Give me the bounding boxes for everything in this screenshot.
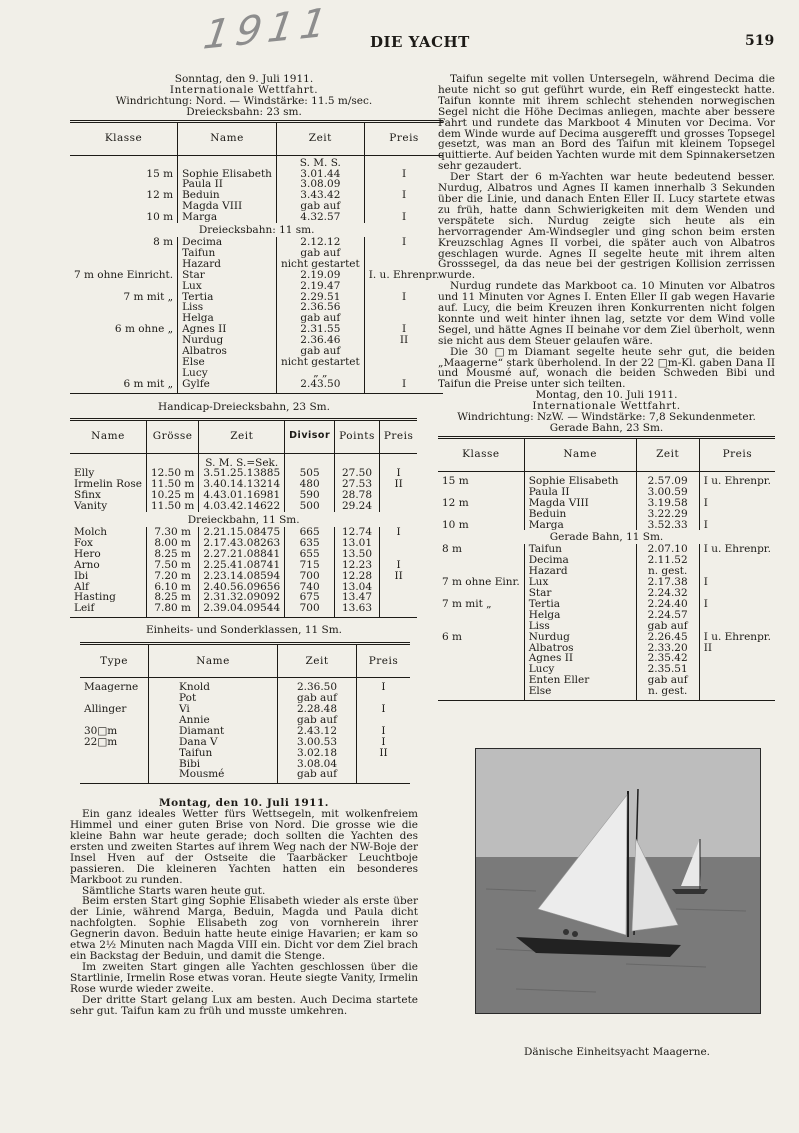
left-column [70,73,440,1017]
paragraph: Beim ersten Start ging Sophie Elisabeth wieder als erste über der Linie, während Marga, Beduin, Magda und Paula dicht nachfolgten. Sophie Elisabeth zog von vornherein ihrer Gegnerin davon. Beduin hatte heute einige Havarien; er kam so etwa 2½ Minuten nach Magda VIII ein. Dicht vor dem Ziel brach ein Backstag der Beduin, und damit die Stenge. [70,895,418,962]
results-table-9-july [70,120,443,394]
subheader: S. M. S. [276,155,364,168]
table-row: 7 m ohne Einricht. Star 2.19.09 I. u. Ehrenpr. [70,270,443,281]
wind-info: Windrichtung: Nord. — Windstärke: 11.5 m/sec. [115,94,373,107]
table-row: Beduin 3.22.29 [438,509,775,520]
column-header-klasse: Klasse [438,437,524,471]
column-header-preis: Preis [699,437,775,471]
table-row: Ibi 7.20 m 2.23.14.08594 700 12.28 II [70,571,417,582]
table-row: 10 m Marga 3.52.33 I [438,520,775,531]
handicap-results-table [70,418,417,619]
table-row: Pot gab auf [80,693,410,704]
sailboat-illustration [476,749,760,1013]
race-event-heading: Internationale Wettfahrt. [532,400,681,413]
running-title: DIE YACHT [370,33,470,51]
table-row: Lucy 2.35.51 [438,664,775,675]
column-header-preis: Preis [379,419,417,453]
course-info: Gerade Bahn, 23 Sm. [549,422,664,434]
column-header-preis: Preis [357,644,411,678]
table-row: 15 m Sophie Elisabeth 3.01.44 I [70,169,443,180]
table-row: Irmelin Rose 11.50 m 3.40.14.13214 480 27.53 II [70,479,417,490]
table-row: Bibi 3.08.04 [80,759,410,770]
paragraph: Ein ganz ideales Wetter fürs Wettsegeln, mit wolkenfreiem Himmel und einer guten Brise von Nord. Die grosse wie die kleine Bahn war heute gerade; doch sollten die Yachten des ersten und zweiten Startes auf ihrem Weg nach der NW-Boje der Insel Hven auf der Ostseite die Taarbäcker Leuchtboje passieren. Die kleineren Yachten hatten ein besonderes Markboot zu runden. [70,808,418,886]
photo-caption: Dänische Einheitsyacht Maagerne. [523,1046,711,1058]
column-header-zeit: Zeit [276,121,364,155]
table-row: Hazard nicht gestartet [70,259,443,270]
race-event-heading: Internationale Wettfahrt. [169,83,319,96]
table-group-23sm [70,155,443,223]
table-row: Liss 2.36.56 [70,302,443,313]
column-header-divisor: Divisor [285,419,335,453]
table-row: 7 m ohne Einr. Lux 2.17.38 I [438,577,775,588]
table-row: Allinger Vi 2.28.48 I [80,704,410,715]
table-row: 8 m Decima 2.12.12 I [70,237,443,248]
einheits-results-table [80,642,410,784]
wind-info: Windrichtung: NzW. — Windstärke: 7,8 Sekundenmeter. [457,411,756,424]
subheader: Gerade Bahn, 11 Sm. [549,531,664,544]
column-header-zeit: Zeit [199,419,285,453]
paragraph: Der Start der 6 m-Yachten war heute bedeutend besser. Nurdug, Albatros und Agnes II kamen innerhalb 3 Sekunden über die Linie, und danach Enten Eller II. Lucy startete etwas zu früh, hatte dann Schwierigkeiten mit dem Wenden und verspätete sich. Nurdug zeigte sich heute als ein hervorragender Am-Windsegler und ging schon beim ersten Kreuzschlag Agnes II vorbei, die später auch von Albatros geschlagen wurde. Agnes II segelte heute mit ihrem alten Grosssegel, da das neue bei der gestrigen Kollision zerrissen wurde. [438,171,775,282]
race-date-heading: Montag, den 10. Juli 1911. [535,389,678,402]
column-header-type: Type [80,644,149,678]
handwritten-year-note: 1911 [200,0,336,59]
results-table-10-july [438,436,775,701]
table-row: Lucy „ „ [70,368,443,379]
column-header-name: Name [70,419,146,453]
paragraph: Der dritte Start gelang Lux am besten. Auch Decima startete sehr gut. Taifun kam zu früh und musste umkehren. [70,993,418,1017]
table-row: 30□m Diamant 2.43.12 I [80,726,410,737]
right-column [438,74,775,701]
table-group [80,678,410,784]
table-row: Arno 7.50 m 2.25.41.08741 715 12.23 I [70,560,417,571]
subheader: Dreiecksbahn: 11 sm. [198,224,315,237]
table-row: Maagerne Knold 2.36.50 I [80,678,410,693]
table-row: Hero 8.25 m 2.27.21.08841 655 13.50 [70,549,417,560]
table-group-11sm [70,512,417,618]
table-row: 8 m Taifun 2.07.10 I u. Ehrenpr. [438,544,775,555]
table-row: 6 m Nurdug 2.26.45 I u. Ehrenpr. [438,632,775,643]
table-row: Leif 7.80 m 2.39.04.09544 700 13.63 [70,603,417,617]
table-row: Taifun 3.02.18 II [80,748,410,759]
table-row: Agnes II 2.35.42 [438,653,775,664]
course-info: Dreiecksbahn: 23 sm. [186,105,302,118]
column-header-klasse: Klasse [70,121,178,155]
einheits-table-caption: Einheits- und Sonderklassen, 11 Sm. [145,624,343,637]
paragraph: Die 30 □m Diamant segelte heute sehr gut, die beiden „Maagerne“ stark überholend. In der 22 □m-Kl. gaben Dana II und Mousmé auf, wonach die beiden Schweden Bibi und Taifun die Preise unter sich teilten. [438,345,775,391]
table-row: Taifun gab auf [70,248,443,259]
table-row: 22□m Dana V 3.00.53 I [80,737,410,748]
section-heading: Montag, den 10. Juli 1911. [159,797,329,810]
column-header-name: Name [178,121,277,155]
table-row: Albatros gab auf [70,346,443,357]
table-row: 7 m mit „ Tertia 2.24.40 I [438,599,775,610]
column-header-name: Name [149,644,278,678]
table-row: 6 m ohne „ Agnes II 2.31.55 I [70,324,443,335]
table-row: Mousmé gab auf [80,769,410,783]
table-row: Enten Eller gab auf [438,675,775,686]
table-group-23sm [438,471,775,530]
table-row: Annie gab auf [80,715,410,726]
table-row: Albatros 2.33.20 II [438,643,775,654]
table-row: Molch 7.30 m 2.21.15.08475 665 12.74 I [70,527,417,538]
table-row: 6 m mit „ Gylfe 2.43.50 I [70,379,443,393]
table-row: Hazard n. gest. [438,566,775,577]
table-row: Hasting 8.25 m 2.31.32.09092 675 13.47 [70,592,417,603]
paragraph: Im zweiten Start gingen alle Yachten geschlossen über die Startlinie, Irmelin Rose etwas voran. Heute siegte Vanity, Irmelin Rose wurde wieder zweite. [70,960,418,995]
table-row: 15 m Sophie Elisabeth 2.57.09 I u. Ehrenpr. [438,471,775,486]
table-group-11sm [70,223,443,393]
handicap-table-caption: Handicap-Dreiecksbahn, 23 Sm. [158,400,330,413]
table-row: Liss gab auf [438,621,775,632]
table-group-23sm [70,453,417,512]
paragraph: Nurdug rundete das Markboot ca. 10 Minuten vor Albatros und 11 Minuten vor Agnes I. Enten Eller II gab wegen Havarie auf. Lucy, die beim Kreuzen ihren Konkurrenten nicht folgen konnte und weit hinter ihnen lag, setzte vor dem Wind volle Segel, und hätte Agnes II beinahe vor dem Ziel überholt, wenn sie nicht aus dem Steuer gelaufen wäre. [438,280,775,347]
column-header-zeit: Zeit [636,437,699,471]
subheader: Dreieckbahn, 11 Sm. [187,514,300,527]
table-row: 12 m Beduin 3.43.42 I [70,190,443,201]
table-row: Decima 2.11.52 [438,555,775,566]
table-row: Nurdug 2.36.46 II [70,335,443,346]
table-row: Helga gab auf [70,313,443,324]
table-row: Sfinx 10.25 m 4.43.01.16981 590 28.78 [70,490,417,501]
table-row: Paula II 3.00.59 [438,487,775,498]
subheader: S. M. S.=Sek. [199,453,285,468]
page-number: 519 [745,33,775,49]
table-row: 12 m Magda VIII 3.19.58 I [438,498,775,509]
column-header-points: Points [335,419,380,453]
table-row: 10 m Marga 4.32.57 I [70,212,443,223]
table-row: Fox 8.00 m 2.17.43.08263 635 13.01 [70,538,417,549]
table-row: Vanity 11.50 m 4.03.42.14622 500 29.24 [70,501,417,512]
table-row: Else n. gest. [438,686,775,700]
paragraph: Sämtliche Starts waren heute gut. [82,884,266,897]
table-row: Alf 6.10 m 2.40.56.09656 740 13.04 [70,582,417,593]
table-row: Paula II 3.08.09 [70,179,443,190]
race-date-heading: Sonntag, den 9. Juli 1911. [174,73,314,85]
table-row: Else nicht gestartet [70,357,443,368]
column-header-preis: Preis [364,121,443,155]
table-row: 7 m mit „ Tertia 2.29.51 I [70,292,443,303]
column-header-zeit: Zeit [278,644,357,678]
column-header-name: Name [524,437,636,471]
paragraph: Taifun segelte mit vollen Untersegeln, während Decima die heute nicht so gut geführt wurde, ein Reff eingesteckt hatte. Taifun konnte mit ihrem schlecht stehenden norwegischen Segel nicht die Höhe Decimas anliegen, machte aber bessere Fahrt und rundete das Markboot 4 Minuten vor Decima. Vor dem Winde wurde auf Decima ausgerefft und grosses Topsegel gesetzt, was man an Bord des Taifun mit kleinem Topsegel quittierte. Auf beiden Yachten wurde mit dem Spinnakersetzen sehr gezaudert. [438,73,775,173]
column-header-groesse: Grösse [146,419,198,453]
table-row: Magda VIII gab auf [70,201,443,212]
table-row: Elly 12.50 m 3.51.25.13885 505 27.50 I [70,468,417,479]
yacht-photograph [475,748,761,1014]
table-row: Helga 2.24.57 [438,610,775,621]
table-row: Lux 2.19.47 [70,281,443,292]
table-group-11sm [438,530,775,700]
table-row: Star 2.24.32 [438,588,775,599]
